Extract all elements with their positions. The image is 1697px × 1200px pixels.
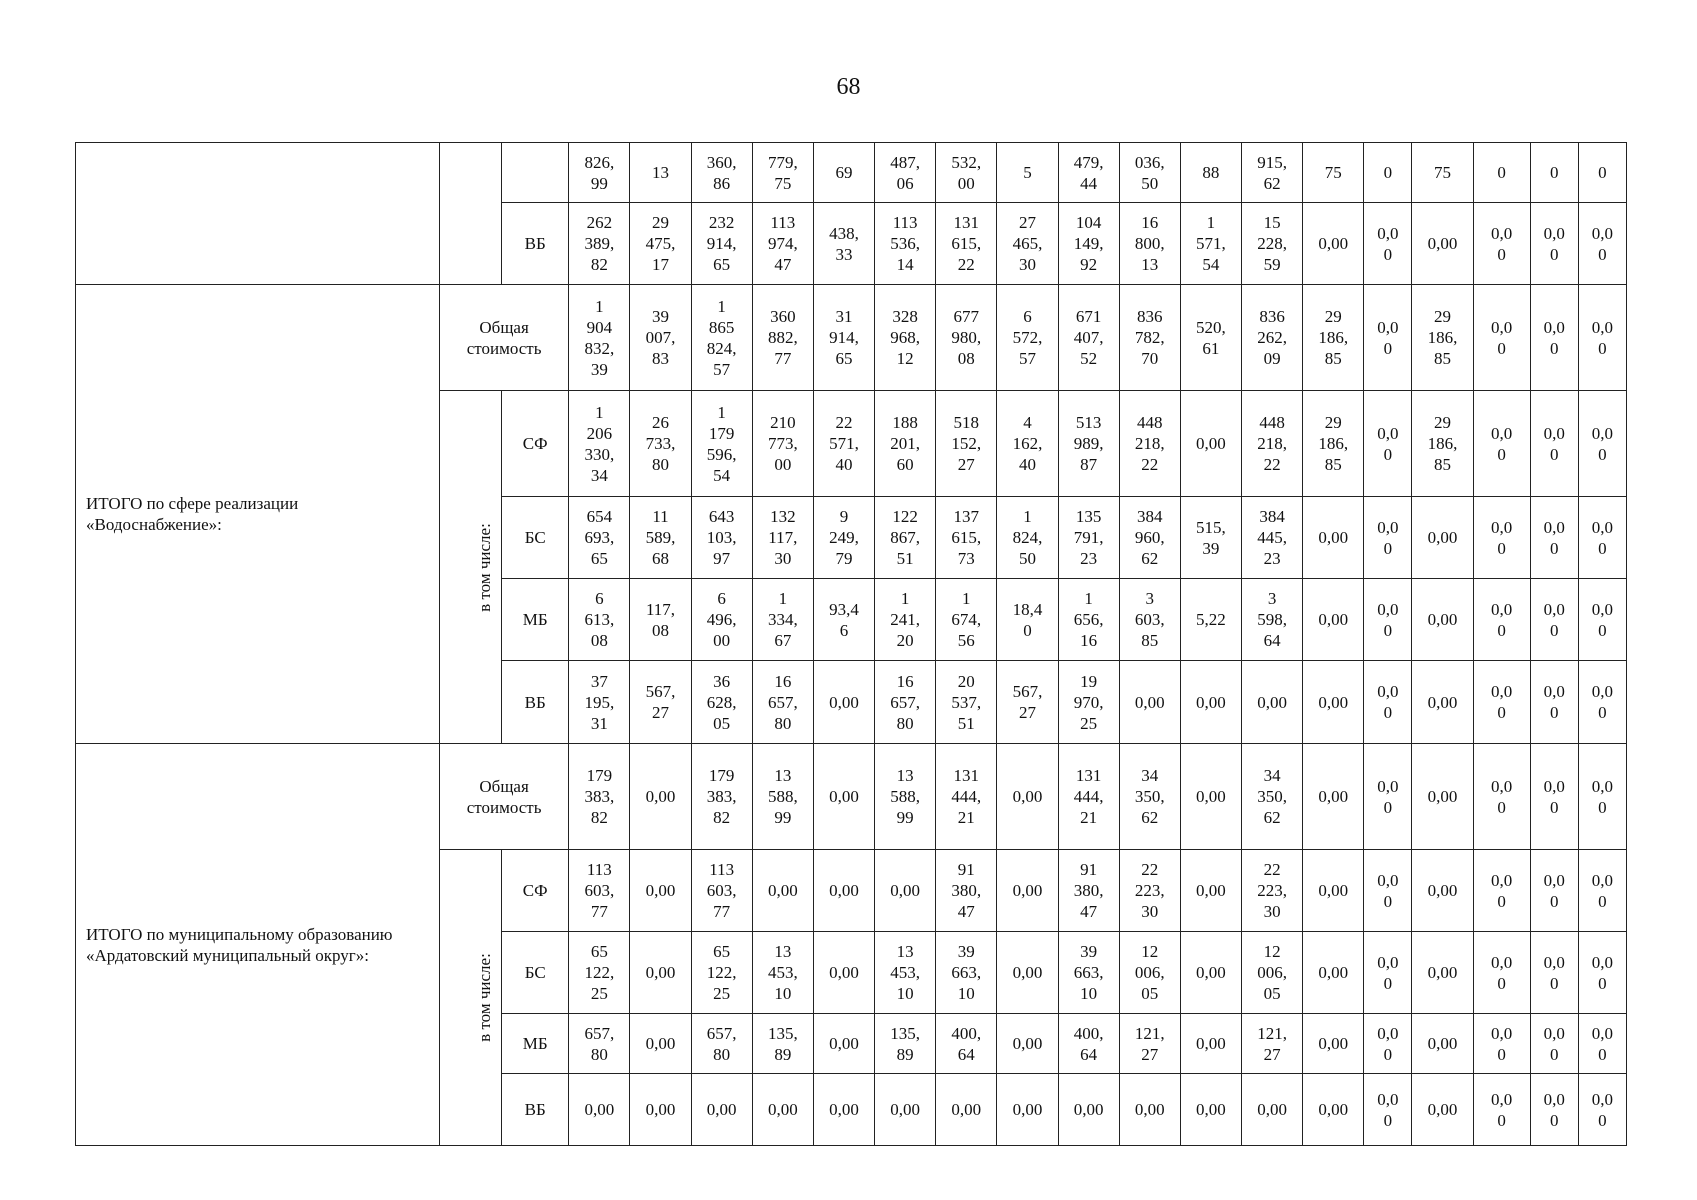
- table-cell: 16 657, 80: [752, 661, 813, 744]
- table-cell: 0,0 0: [1473, 1014, 1530, 1074]
- table-cell: 0,00: [1241, 661, 1302, 744]
- table-cell: 0,00: [569, 1074, 630, 1146]
- table-cell: 18,4 0: [997, 579, 1058, 661]
- table-cell: 16 800, 13: [1119, 203, 1180, 285]
- including-subheader: [439, 850, 501, 1146]
- table-row: [76, 285, 1627, 391]
- table-cell: 0,00: [752, 1074, 813, 1146]
- table-cell: 400, 64: [936, 1014, 997, 1074]
- table-cell: 29 186, 85: [1303, 391, 1364, 497]
- table-cell: 836 782, 70: [1119, 285, 1180, 391]
- table-cell: 0,00: [1412, 497, 1473, 579]
- source-cell: СФ: [502, 850, 569, 932]
- table-cell: 5: [997, 143, 1058, 203]
- table-cell: 13 453, 10: [752, 932, 813, 1014]
- table-cell: 131 615, 22: [936, 203, 997, 285]
- table-cell: 0,0 0: [1530, 579, 1578, 661]
- table-cell: 0,00: [1412, 850, 1473, 932]
- table-cell: 22 223, 30: [1241, 850, 1302, 932]
- table-cell: 0,00: [630, 1074, 691, 1146]
- table-cell: 0,00: [1303, 744, 1364, 850]
- table-cell: 0,0 0: [1530, 932, 1578, 1014]
- table-row: [76, 744, 1627, 850]
- table-cell: 12 006, 05: [1241, 932, 1302, 1014]
- including-subheader: [439, 391, 501, 744]
- table-cell: 135, 89: [752, 1014, 813, 1074]
- table-cell: 0,00: [1180, 391, 1241, 497]
- table-cell: 0,00: [1303, 203, 1364, 285]
- table-cell: 26 733, 80: [630, 391, 691, 497]
- table-cell: 0,0 0: [1530, 661, 1578, 744]
- table-cell: 513 989, 87: [1058, 391, 1119, 497]
- table-cell: 34 350, 62: [1119, 744, 1180, 850]
- table-cell: 0,0 0: [1530, 203, 1578, 285]
- table-cell: 6 496, 00: [691, 579, 752, 661]
- table-cell: 0,00: [1412, 1074, 1473, 1146]
- table-cell: 360, 86: [691, 143, 752, 203]
- table-cell: 0,00: [813, 932, 874, 1014]
- table-cell: 0,0 0: [1473, 285, 1530, 391]
- table-cell: 0,0 0: [1473, 661, 1530, 744]
- table-cell: 0,0 0: [1364, 850, 1412, 932]
- budget-table: [75, 142, 1627, 1146]
- source-cell: [502, 143, 569, 203]
- table-cell: 0,00: [813, 850, 874, 932]
- table-cell: 0,0 0: [1473, 744, 1530, 850]
- table-cell: 036, 50: [1119, 143, 1180, 203]
- table-cell: 384 445, 23: [1241, 497, 1302, 579]
- table-cell: 20 537, 51: [936, 661, 997, 744]
- table-cell: 6 572, 57: [997, 285, 1058, 391]
- table-cell: 0,00: [1412, 932, 1473, 1014]
- table-cell: 0,0 0: [1364, 391, 1412, 497]
- table-cell: 0,00: [1303, 661, 1364, 744]
- table-cell: 0,00: [630, 744, 691, 850]
- table-cell: 137 615, 73: [936, 497, 997, 579]
- table-cell: 29 186, 85: [1303, 285, 1364, 391]
- table-cell: 0: [1473, 143, 1530, 203]
- table-cell: 91 380, 47: [936, 850, 997, 932]
- table-cell: 0,0 0: [1530, 285, 1578, 391]
- table-cell: 0,00: [997, 932, 1058, 1014]
- table-cell: 13: [630, 143, 691, 203]
- table-cell: 3 603, 85: [1119, 579, 1180, 661]
- table-cell: 122 867, 51: [875, 497, 936, 579]
- source-cell: СФ: [502, 391, 569, 497]
- table-cell: 1 206 330, 34: [569, 391, 630, 497]
- table-cell: 518 152, 27: [936, 391, 997, 497]
- table-cell: 0,00: [1180, 1074, 1241, 1146]
- table-cell: 567, 27: [630, 661, 691, 744]
- table-cell: 0,0 0: [1364, 1014, 1412, 1074]
- table-cell: 0,0 0: [1578, 932, 1626, 1014]
- table-cell: 1 824, 50: [997, 497, 1058, 579]
- table-cell: 0,00: [752, 850, 813, 932]
- table-cell: 1 656, 16: [1058, 579, 1119, 661]
- table-cell: 13 588, 99: [752, 744, 813, 850]
- table-cell: 487, 06: [875, 143, 936, 203]
- table-cell: 0,00: [813, 744, 874, 850]
- table-cell: 39 007, 83: [630, 285, 691, 391]
- table-cell: 515, 39: [1180, 497, 1241, 579]
- table-cell: 0,00: [1180, 661, 1241, 744]
- table-cell: 0,00: [1303, 1014, 1364, 1074]
- table-cell: 0,0 0: [1473, 579, 1530, 661]
- table-cell: 0,00: [997, 1074, 1058, 1146]
- table-cell: 657, 80: [691, 1014, 752, 1074]
- table-cell: 915, 62: [1241, 143, 1302, 203]
- table-cell: 0,0 0: [1364, 744, 1412, 850]
- table-cell: 532, 00: [936, 143, 997, 203]
- including-label: в том числе:: [474, 522, 494, 612]
- table-cell: 75: [1303, 143, 1364, 203]
- table-cell: 0,0 0: [1530, 850, 1578, 932]
- table-cell: 69: [813, 143, 874, 203]
- general-cost-label: Общая стоимость: [439, 285, 568, 391]
- table-cell: 671 407, 52: [1058, 285, 1119, 391]
- source-cell: МБ: [502, 1014, 569, 1074]
- table-cell: 65 122, 25: [569, 932, 630, 1014]
- table-cell: 13 453, 10: [875, 932, 936, 1014]
- table-cell: 0,0 0: [1530, 1014, 1578, 1074]
- table-cell: 0,0 0: [1578, 744, 1626, 850]
- table-cell: 0,0 0: [1364, 497, 1412, 579]
- table-cell: 15 228, 59: [1241, 203, 1302, 285]
- table-cell: 0: [1364, 143, 1412, 203]
- table-cell: 0,00: [1412, 203, 1473, 285]
- table-cell: 4 162, 40: [997, 391, 1058, 497]
- table-cell: 29 475, 17: [630, 203, 691, 285]
- table-cell: 0,0 0: [1364, 1074, 1412, 1146]
- table-cell: 0,00: [1241, 1074, 1302, 1146]
- table-cell: 39 663, 10: [936, 932, 997, 1014]
- table-cell: 0,00: [936, 1074, 997, 1146]
- table-cell: 188 201, 60: [875, 391, 936, 497]
- table-cell: 6 613, 08: [569, 579, 630, 661]
- table-cell: 0,0 0: [1364, 661, 1412, 744]
- table-cell: 384 960, 62: [1119, 497, 1180, 579]
- table-cell: 121, 27: [1241, 1014, 1302, 1074]
- table-cell: 0,0 0: [1578, 1014, 1626, 1074]
- table-cell: 0,00: [997, 1014, 1058, 1074]
- table-cell: 131 444, 21: [936, 744, 997, 850]
- table-row: [76, 143, 1627, 203]
- table-cell: 0,0 0: [1578, 661, 1626, 744]
- table-cell: 0,0 0: [1473, 497, 1530, 579]
- table-cell: 91 380, 47: [1058, 850, 1119, 932]
- table-cell: 0,0 0: [1364, 932, 1412, 1014]
- table-cell: 1 865 824, 57: [691, 285, 752, 391]
- subheader-cell: [439, 143, 501, 285]
- table-cell: 0,0 0: [1364, 285, 1412, 391]
- table-cell: 677 980, 08: [936, 285, 997, 391]
- table-cell: 0,00: [630, 850, 691, 932]
- table-cell: 1 241, 20: [875, 579, 936, 661]
- table-cell: 65 122, 25: [691, 932, 752, 1014]
- table-cell: 262 389, 82: [569, 203, 630, 285]
- table-cell: 836 262, 09: [1241, 285, 1302, 391]
- source-cell: МБ: [502, 579, 569, 661]
- table-cell: 36 628, 05: [691, 661, 752, 744]
- table-cell: 0,00: [630, 1014, 691, 1074]
- table-cell: 0,00: [997, 850, 1058, 932]
- table-cell: 0,00: [1412, 579, 1473, 661]
- table-cell: 0: [1530, 143, 1578, 203]
- table-cell: 29 186, 85: [1412, 285, 1473, 391]
- table-cell: 328 968, 12: [875, 285, 936, 391]
- table-cell: 0,00: [630, 932, 691, 1014]
- table-cell: 0,00: [1058, 1074, 1119, 1146]
- table-cell: 0,0 0: [1473, 850, 1530, 932]
- table-cell: 11 589, 68: [630, 497, 691, 579]
- table-cell: 0,00: [997, 744, 1058, 850]
- table-cell: 0,00: [1303, 1074, 1364, 1146]
- table-cell: 0,0 0: [1530, 1074, 1578, 1146]
- table-cell: 0,0 0: [1530, 744, 1578, 850]
- table-cell: 12 006, 05: [1119, 932, 1180, 1014]
- table-cell: 0,0 0: [1364, 579, 1412, 661]
- table-cell: 520, 61: [1180, 285, 1241, 391]
- table-cell: 0,0 0: [1578, 203, 1626, 285]
- table-cell: 19 970, 25: [1058, 661, 1119, 744]
- table-cell: 1 179 596, 54: [691, 391, 752, 497]
- section-label-cell: [76, 143, 440, 285]
- table-cell: 13 588, 99: [875, 744, 936, 850]
- source-cell: БС: [502, 932, 569, 1014]
- table-cell: 448 218, 22: [1119, 391, 1180, 497]
- page-number: 68: [836, 74, 861, 100]
- table-cell: 0,00: [875, 1074, 936, 1146]
- table-cell: 37 195, 31: [569, 661, 630, 744]
- table-cell: 0,00: [1412, 661, 1473, 744]
- table-cell: 27 465, 30: [997, 203, 1058, 285]
- table-cell: 117, 08: [630, 579, 691, 661]
- table-cell: 0,00: [1303, 850, 1364, 932]
- table-cell: 0,00: [813, 1014, 874, 1074]
- table-cell: 0,00: [1180, 850, 1241, 932]
- section-label: ИТОГО по муниципальному образованию «Ардатовский муниципальный округ»:: [76, 744, 440, 1146]
- table-cell: 1 904 832, 39: [569, 285, 630, 391]
- table-cell: 657, 80: [569, 1014, 630, 1074]
- source-cell: ВБ: [502, 1074, 569, 1146]
- table-cell: 3 598, 64: [1241, 579, 1302, 661]
- source-cell: БС: [502, 497, 569, 579]
- table-cell: 0,0 0: [1578, 497, 1626, 579]
- section-label: ИТОГО по сфере реализации «Водоснабжение»:: [76, 285, 440, 744]
- table-cell: 0,0 0: [1578, 850, 1626, 932]
- table-cell: 0,0 0: [1530, 391, 1578, 497]
- table-cell: 0,00: [1180, 932, 1241, 1014]
- table-cell: 131 444, 21: [1058, 744, 1119, 850]
- table-cell: 1 674, 56: [936, 579, 997, 661]
- table-cell: 826, 99: [569, 143, 630, 203]
- table-cell: 132 117, 30: [752, 497, 813, 579]
- table-cell: 0,0 0: [1530, 497, 1578, 579]
- table-cell: 0,00: [1303, 497, 1364, 579]
- table-cell: 643 103, 97: [691, 497, 752, 579]
- table-cell: 0,00: [1180, 1014, 1241, 1074]
- table-cell: 654 693, 65: [569, 497, 630, 579]
- table-cell: 113 974, 47: [752, 203, 813, 285]
- table-cell: 31 914, 65: [813, 285, 874, 391]
- table-cell: 113 603, 77: [691, 850, 752, 932]
- table-cell: 135, 89: [875, 1014, 936, 1074]
- table-cell: 0,0 0: [1364, 203, 1412, 285]
- table-cell: 0,00: [1119, 661, 1180, 744]
- table-cell: 5,22: [1180, 579, 1241, 661]
- table-cell: 0,00: [1303, 579, 1364, 661]
- table-cell: 0,00: [1303, 932, 1364, 1014]
- table-cell: 0,0 0: [1578, 285, 1626, 391]
- table-cell: 0,00: [1119, 1074, 1180, 1146]
- table-cell: 22 571, 40: [813, 391, 874, 497]
- table-cell: 39 663, 10: [1058, 932, 1119, 1014]
- table-cell: 0,0 0: [1473, 391, 1530, 497]
- table-cell: 479, 44: [1058, 143, 1119, 203]
- table-cell: 121, 27: [1119, 1014, 1180, 1074]
- table-cell: 0,0 0: [1473, 932, 1530, 1014]
- table-cell: 0,0 0: [1578, 579, 1626, 661]
- table-cell: 210 773, 00: [752, 391, 813, 497]
- table-cell: 104 149, 92: [1058, 203, 1119, 285]
- table-cell: 0,00: [813, 1074, 874, 1146]
- table-cell: 113 536, 14: [875, 203, 936, 285]
- table-cell: 400, 64: [1058, 1014, 1119, 1074]
- table-cell: 29 186, 85: [1412, 391, 1473, 497]
- general-cost-label: Общая стоимость: [439, 744, 568, 850]
- table-cell: 75: [1412, 143, 1473, 203]
- table-cell: 93,4 6: [813, 579, 874, 661]
- table-cell: 0,00: [691, 1074, 752, 1146]
- table-cell: 0,00: [1180, 744, 1241, 850]
- source-cell: ВБ: [502, 661, 569, 744]
- table-cell: 9 249, 79: [813, 497, 874, 579]
- budget-table-body: [76, 143, 1627, 1146]
- table-cell: 0,00: [1412, 744, 1473, 850]
- table-cell: 0,0 0: [1578, 1074, 1626, 1146]
- table-cell: 0,00: [1412, 1014, 1473, 1074]
- table-cell: 179 383, 82: [691, 744, 752, 850]
- table-cell: 0,0 0: [1473, 203, 1530, 285]
- table-cell: 0,0 0: [1473, 1074, 1530, 1146]
- table-cell: 360 882, 77: [752, 285, 813, 391]
- table-cell: 22 223, 30: [1119, 850, 1180, 932]
- table-cell: 567, 27: [997, 661, 1058, 744]
- table-cell: 232 914, 65: [691, 203, 752, 285]
- table-cell: 34 350, 62: [1241, 744, 1302, 850]
- table-cell: 1 571, 54: [1180, 203, 1241, 285]
- table-cell: 113 603, 77: [569, 850, 630, 932]
- including-label: в том числе:: [474, 953, 494, 1042]
- table-cell: 448 218, 22: [1241, 391, 1302, 497]
- table-cell: 179 383, 82: [569, 744, 630, 850]
- table-cell: 135 791, 23: [1058, 497, 1119, 579]
- table-cell: 0,00: [813, 661, 874, 744]
- table-cell: 0,00: [875, 850, 936, 932]
- table-cell: 0,0 0: [1578, 391, 1626, 497]
- table-cell: 1 334, 67: [752, 579, 813, 661]
- source-cell: ВБ: [502, 203, 569, 285]
- table-cell: 0: [1578, 143, 1626, 203]
- table-cell: 88: [1180, 143, 1241, 203]
- table-cell: 16 657, 80: [875, 661, 936, 744]
- table-cell: 779, 75: [752, 143, 813, 203]
- table-cell: 438, 33: [813, 203, 874, 285]
